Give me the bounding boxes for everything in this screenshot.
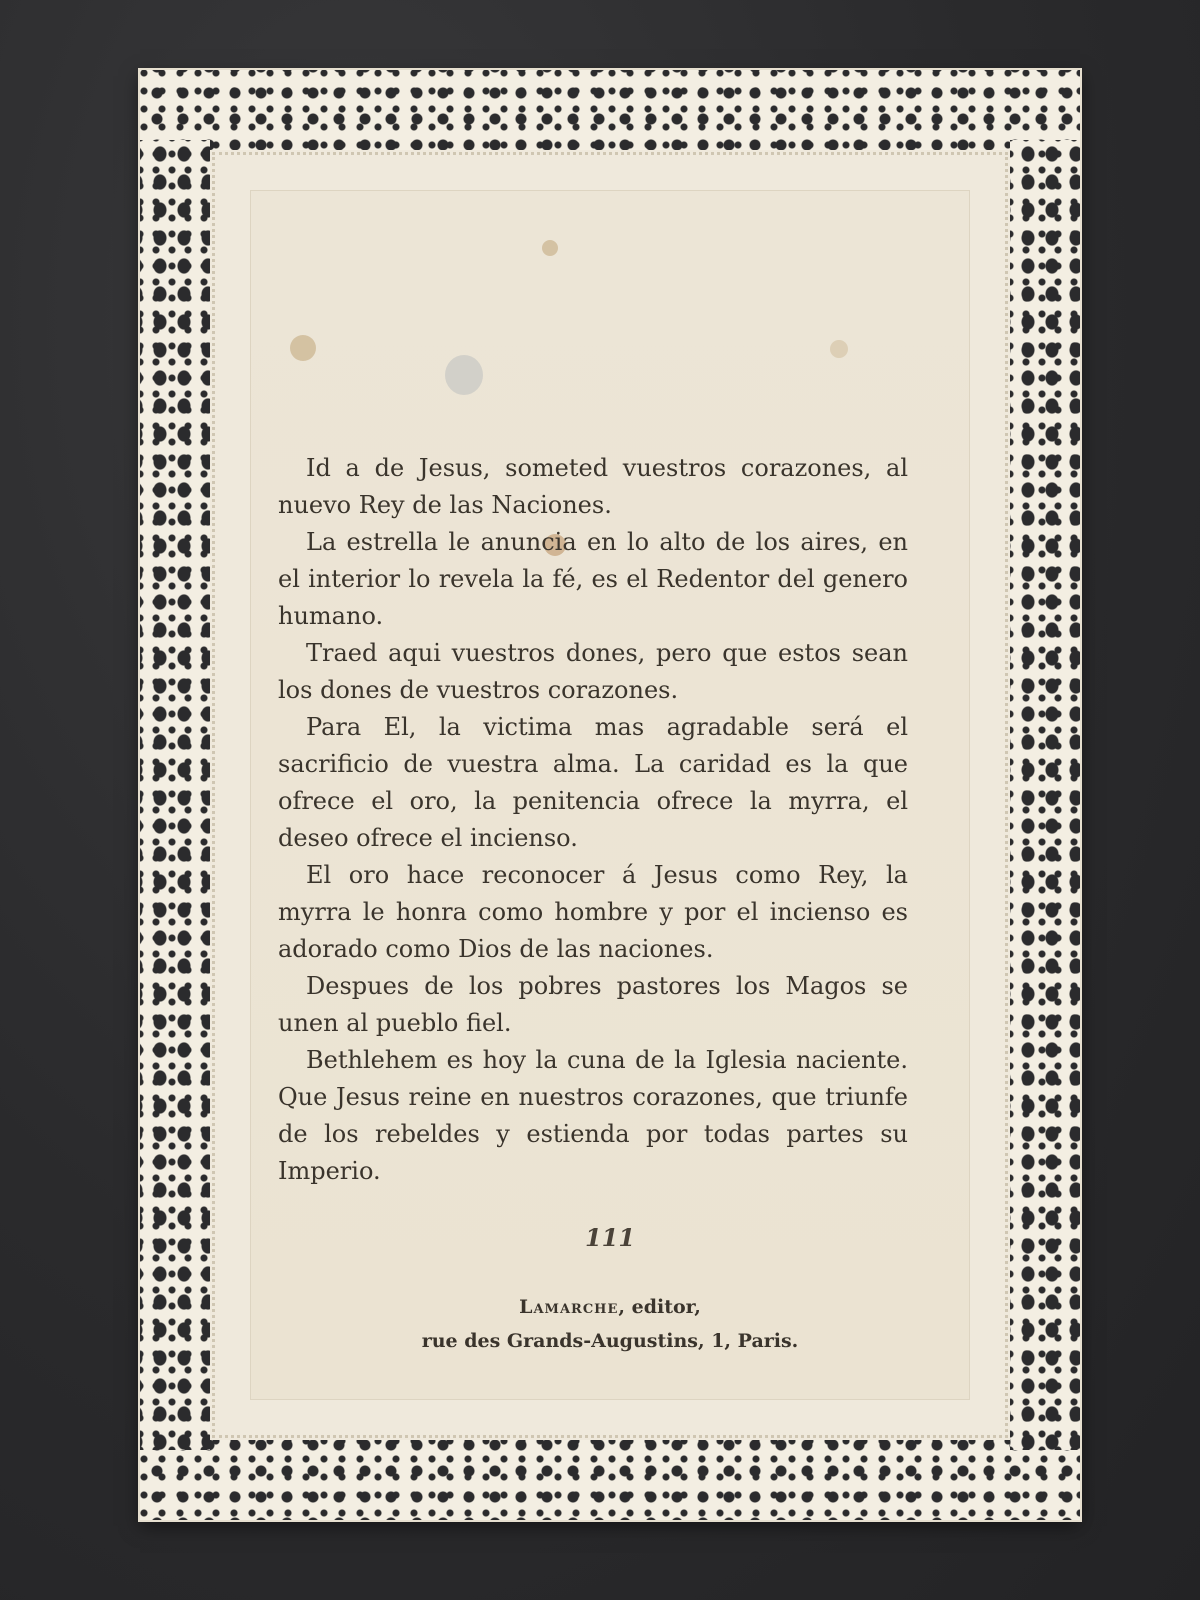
page-number: 111 xyxy=(584,1223,636,1252)
paragraph: Bethlehem es hoy la cuna de la Iglesia naciente. Que Jesus reine en nuestros corazones, que triunfe de los rebeldes y estienda por todas partes su Imperio. xyxy=(278,1046,908,1185)
paragraph: El oro hace reconocer á Jesus como Rey, la myrra le honra como hombre y por el incienso es adorado como Dios de las naciones. xyxy=(278,861,908,963)
imprint-address: rue des Grands-Augustins, 1, Paris. xyxy=(421,1330,799,1352)
paragraph: Despues de los pobres pastores los Magos se unen al pueblo fiel. xyxy=(278,972,908,1037)
lace-border-right xyxy=(1010,140,1080,1450)
lace-border-top xyxy=(140,70,1080,150)
prayer-text xyxy=(278,450,908,1190)
paragraph: Id a de Jesus, someted vuestros corazones, al nuevo Rey de las Naciones. xyxy=(278,454,908,519)
foxing-stain xyxy=(830,340,848,358)
paragraph: Para El, la victima mas agradable será el sacrificio de vuestra alma. La caridad es la que ofrece el oro, la penitencia ofrece la myrra, el deseo ofrece el incienso. xyxy=(278,713,908,852)
publisher-suffix: , editor, xyxy=(618,1296,701,1318)
devotional-card xyxy=(140,70,1080,1520)
foxing-stain xyxy=(290,335,316,361)
publisher-name: Lamarche xyxy=(519,1296,619,1318)
lace-border-bottom xyxy=(140,1440,1080,1520)
lace-border-left xyxy=(140,140,210,1450)
foxing-stain xyxy=(542,240,558,256)
paragraph: La estrella le anuncia en lo alto de los aires, en el interior lo revela la fé, es el Redentor del genero humano. xyxy=(278,528,908,630)
publisher-imprint xyxy=(140,1290,1080,1358)
imprint-line-1 xyxy=(140,1290,1080,1324)
foxing-stain xyxy=(445,355,483,395)
paragraph: Traed aqui vuestros dones, pero que estos sean los dones de vuestros corazones. xyxy=(278,639,908,704)
